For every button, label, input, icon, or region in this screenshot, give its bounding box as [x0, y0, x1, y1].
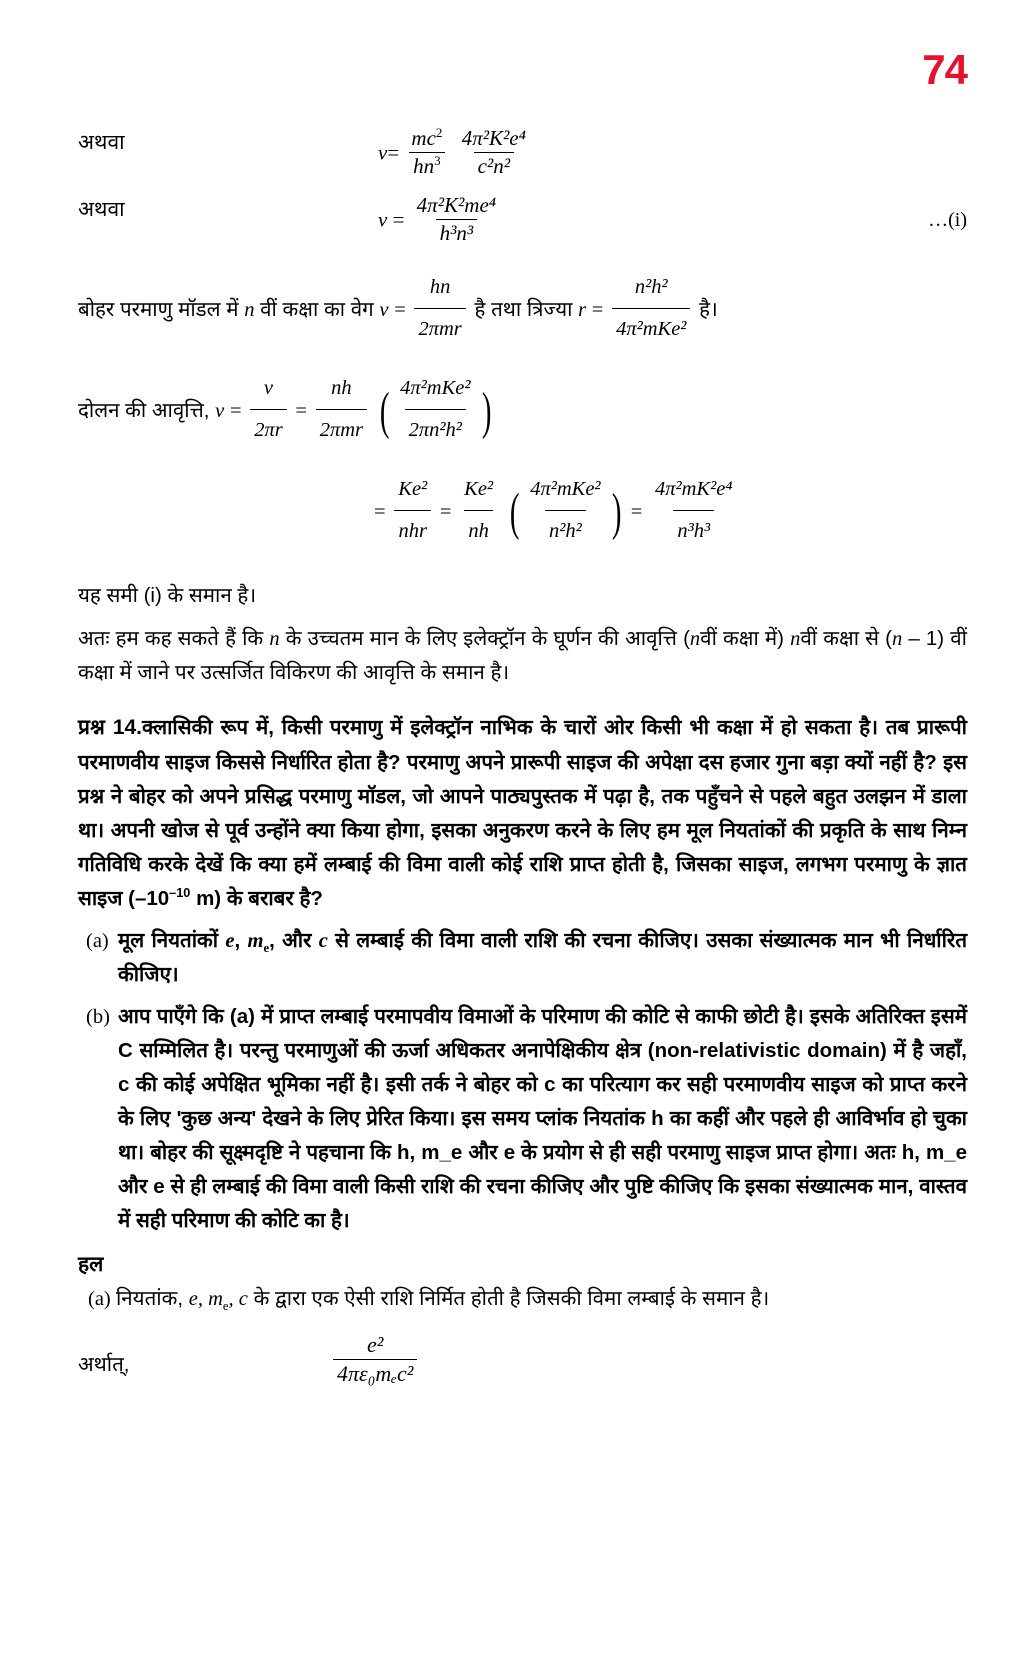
- fraction-Ke2-nh: [460, 470, 497, 551]
- fraction-denominator: nhr: [394, 510, 430, 551]
- equals-sign: =: [295, 399, 307, 422]
- question-14-block: [78, 711, 967, 916]
- equation-row-2-expression: [378, 195, 885, 248]
- bohr-model-line: [78, 270, 967, 351]
- right-paren-icon: ): [481, 382, 491, 441]
- bohr-text-d: है।: [699, 297, 718, 321]
- fraction-v-2pir: [250, 369, 287, 450]
- solution-part-a-body: [116, 1282, 967, 1316]
- solution-text-a: नियतांक,: [116, 1287, 184, 1311]
- part-a-text-a: मूल नियतांकों: [118, 929, 219, 953]
- fraction-4pi2K2me4-h3n3: [413, 193, 500, 246]
- equals-sign: =: [394, 298, 406, 321]
- question-part-a: [78, 924, 967, 992]
- fraction-denominator: 2πr: [250, 409, 287, 450]
- parenthesized-group: [506, 472, 625, 553]
- fraction-numerator: 4π²mKe²: [530, 477, 601, 500]
- equals-sign: =: [392, 207, 405, 232]
- part-a-marker: (a): [86, 930, 109, 953]
- equals-sign: =: [387, 140, 400, 165]
- equation-row-2-label: अथवा: [78, 198, 125, 221]
- arthat-label: अर्थात्,: [78, 1353, 130, 1377]
- solution-part-a-marker: (a): [88, 1288, 111, 1311]
- question-part-b: [78, 1000, 967, 1238]
- nu-symbol: v: [378, 140, 388, 165]
- fraction-denominator: nh: [464, 510, 493, 551]
- equals-sign: =: [630, 500, 643, 523]
- symbol-c: c: [318, 930, 328, 953]
- fraction-numerator: $mc^2$: [411, 125, 443, 150]
- fraction-4pi2mKe2-2pin2h2: [396, 369, 474, 450]
- page-content: [78, 125, 967, 1389]
- part-b-body: आप पाएँगे कि (a) में प्राप्त लम्बाई परमापवीय विमाओं के परिमाण की कोटि से काफी छोटी है। इसके अतिरिक्त इसमें C सम्मिलित है। परन्तु परमाणुओं की ऊर्जा अधिकतर अनापेक्षिकीय क्षेत्र (non-relativistic domain) में है जहाँ, c की कोई अपेक्षित भूमिका नहीं है। इसी तर्क ने बोहर को c का परित्याग कर सही परमाणवीय साइज को प्राप्त करने के लिए 'कुछ अन्य' देखने के लिए प्रेरित किया। इस समय प्लांक नियतांक h का कहीं और पहले ही आविर्भाव हो चुका था। बोहर की सूक्ष्मदृष्टि ने पहचाना कि h, m_e और e के प्रयोग से ही सही परमाणु साइज प्राप्त होगा। अतः h, m_e और e से ही लम्बाई की विमा वाली किसी राशि की रचना कीजिए और पुष्टि कीजिए कि इसका संख्यात्मक मान, वास्तव में सही परिमाण की कोटि का है।: [118, 1005, 967, 1233]
- nu-symbol: v: [378, 207, 388, 232]
- equation-row-1-tag: [885, 128, 967, 142]
- fraction-denominator: 2πn²h²: [405, 409, 466, 450]
- fraction-mc2-hn3: [407, 126, 446, 179]
- fraction-denominator: 2πmr: [316, 409, 367, 450]
- comma: ,: [269, 929, 275, 953]
- left-paren-icon: (: [379, 382, 390, 441]
- same-as-equation-i: यह समी (i) के समान है।: [78, 583, 257, 607]
- left-paren-icon: (: [509, 482, 520, 541]
- dolan-text: दोलन की आवृत्ति,: [78, 398, 210, 422]
- fraction-4pi2K2e4-c2n2: [458, 126, 530, 179]
- variable-n: n: [269, 627, 280, 650]
- part-a-body: [118, 924, 967, 992]
- fraction-denominator: 4π²mKe²: [612, 308, 690, 349]
- fraction-numerator: v: [263, 376, 274, 399]
- variable-n: n: [244, 298, 255, 321]
- equation-number-i: …(i): [928, 209, 967, 231]
- fraction-denominator: c²n²: [474, 152, 514, 179]
- variable-n: n: [689, 627, 701, 650]
- bohr-text-a: बोहर परमाणु मॉडल में: [78, 297, 239, 321]
- solution-part-a: [78, 1282, 967, 1316]
- conclusion-text-f: – 1) वीं कक्षा में जाने पर उत्सर्जित विकिरण की आवृत्ति के समान है।: [78, 626, 967, 685]
- fraction-numerator: n²h²: [634, 276, 668, 298]
- oscillation-frequency-line: [78, 371, 967, 452]
- equals-sign: =: [374, 500, 386, 523]
- solution-heading: हल: [78, 1253, 104, 1277]
- fraction-numerator: 4π²mK²e⁴: [654, 477, 733, 500]
- final-fraction-expression: [330, 1334, 420, 1389]
- fraction-numerator: Ke²: [464, 477, 494, 500]
- equation-row-1-label: अथवा: [78, 131, 125, 154]
- nu-symbol: v: [215, 399, 225, 422]
- page-number: 74: [922, 46, 967, 93]
- fraction-e2-4pieps0mec2: [333, 1332, 417, 1387]
- symbol-m-e: $m_e$: [247, 930, 270, 956]
- conclusion-paragraph: [78, 622, 967, 689]
- conclusion-text-e: वीं कक्षा से (: [800, 626, 892, 650]
- fraction-numerator: hn: [429, 276, 451, 298]
- equation-row-1-expression: [378, 125, 885, 181]
- fraction-denominator: h³n³: [436, 219, 478, 246]
- variable-n: n: [790, 627, 801, 650]
- conclusion-text-b: के उच्चतम मान के लिए इलेक्ट्रॉन के घूर्णन की आवृत्ति (: [285, 626, 690, 650]
- fraction-numerator: 4π²K²me⁴: [416, 193, 497, 217]
- solution-text-b: के द्वारा एक ऐसी राशि निर्मित होती है जिसकी विमा लम्बाई के समान है।: [253, 1287, 770, 1311]
- fraction-numerator: 4π²K²e⁴: [461, 126, 526, 150]
- variable-n: n: [891, 627, 903, 650]
- equals-sign: =: [229, 399, 242, 422]
- fraction-numerator: Ke²: [398, 477, 428, 500]
- fraction-numerator: e²: [366, 1332, 384, 1358]
- fraction-numerator: 4π²mKe²: [400, 376, 471, 399]
- equals-sign: =: [439, 500, 452, 523]
- question-14-exponent: –10: [169, 885, 191, 901]
- part-a-text-b: और: [282, 929, 312, 953]
- fraction-denominator: $hn^3$: [409, 152, 445, 179]
- fraction-4pi2mK2e4-n3h3: [651, 470, 737, 551]
- equals-sign: =: [591, 298, 604, 321]
- constants-symbols: e, $m_e$, c: [188, 1288, 248, 1314]
- question-14-heading: प्रश्न 14.: [78, 716, 143, 740]
- variable-r: r: [578, 298, 587, 321]
- question-14-text: क्लासिकी रूप में, किसी परमाणु में इलेक्ट्रॉन नाभिक के चारों ओर किसी भी कक्षा में हो सकता है। तब प्रारूपी परमाणवीय साइज किससे निर्धारित होता है? परमाणु अपने प्रारूपी साइज की अपेक्षा दस हजार गुना बड़ा क्यों नहीं है? इस प्रश्न ने बोहर को अपने प्रसिद्ध परमाणु मॉडल, जो आपने पाठ्यपुस्तक में पढ़ा है, तक पहुँचने से पहले बहुत उलझन में डाला था। अपनी खोज से पूर्व उन्होंने क्या किया होगा, इसका अनुकरण करने के लिए हम मूल नियतांकों की प्रकृति के साथ निम्न गतिविधि करके देखें कि क्या हमें लम्बाई की विमा वाली कोई राशि प्राप्त होती है, जिसका साइज, लगभग परमाणु के ज्ञात साइज (–10: [78, 716, 967, 911]
- fraction-Ke2-nhr: [394, 470, 431, 551]
- equation-row-2: [78, 195, 967, 248]
- arthat-equation-row: [78, 1334, 967, 1389]
- variable-v: v: [379, 298, 389, 321]
- part-b-marker: (b): [86, 1006, 110, 1029]
- fraction-n2h2-4pi2mKe2: [612, 268, 690, 349]
- part-a-text-c: से लम्बाई की विमा वाली राशि की रचना कीजिए। उसका संख्यात्मक मान भी निर्धारित कीजिए।: [118, 929, 967, 987]
- conclusion-text-c: वीं: [700, 626, 717, 650]
- equation-row-1: [78, 125, 967, 181]
- oscillation-frequency-line-2: [78, 472, 967, 553]
- fraction-hn-2pimr: [414, 268, 465, 349]
- bohr-text-c: है तथा त्रिज्या: [474, 297, 573, 321]
- symbol-e: e: [225, 930, 235, 953]
- fraction-nh-2pimr: [316, 369, 367, 450]
- fraction-numerator: nh: [331, 376, 352, 399]
- question-14-text-tail: m) के बराबर है?: [190, 887, 323, 911]
- conclusion-text-d: कक्षा में): [723, 626, 785, 650]
- bohr-text-b: वीं कक्षा का वेग: [260, 297, 374, 321]
- fraction-denominator: n²h²: [545, 510, 586, 551]
- fraction-denominator: 2πmr: [414, 308, 465, 349]
- fraction-4pi2mKe2-n2h2: [526, 470, 604, 551]
- parenthesized-group: [376, 371, 495, 452]
- comma: ,: [234, 929, 241, 953]
- fraction-denominator: 4πε₀mₑc²: [333, 1359, 417, 1387]
- conclusion-text-a: अतः हम कह सकते हैं कि: [78, 626, 264, 650]
- right-paren-icon: ): [611, 482, 622, 541]
- fraction-denominator: n³h³: [673, 510, 714, 551]
